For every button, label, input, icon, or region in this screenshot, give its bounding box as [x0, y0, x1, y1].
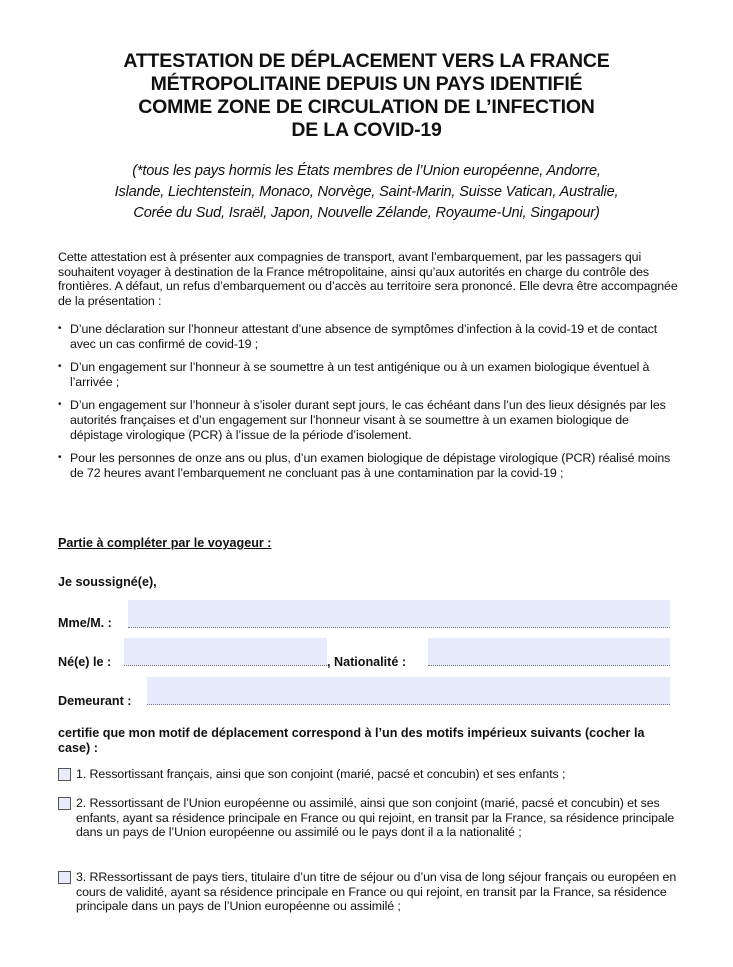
title-line: MÉTROPOLITAINE DEPUIS UN PAYS IDENTIFIÉ: [150, 73, 583, 95]
section-title: Partie à compléter par le voyageur :: [58, 536, 272, 550]
motive-option-1[interactable]: [58, 767, 678, 782]
document-subtitle: [55, 161, 678, 224]
option-label: 3. RRessortissant de pays tiers, titulaire d’un titre de séjour ou d’un visa de long séjour français ou européen en cours de validité, ayant sa résidence principale en France ou qui rejoint, en transit par la France, sa résidence principale dans un pays de l’Union européenne ou assimilé ;: [76, 870, 677, 914]
checkbox[interactable]: [58, 871, 71, 884]
nationality-label: , Nationalité :: [327, 655, 407, 669]
list-item: • Pour les personnes de onze ans ou plus, d’un examen biologique de dépistage virologique (PCR) réalisé moins de 72 heures avant l’embarquement ne concluant pas à une contamination par la covid-19 ;: [58, 451, 678, 480]
list-item: • D’un engagement sur l’honneur à se soumettre à un test antigénique ou à un examen biologique éventuel à l’arrivée ;: [58, 360, 678, 389]
title-line: ATTESTATION DE DÉPLACEMENT VERS LA FRANCE: [123, 50, 610, 72]
motive-option-2[interactable]: [58, 796, 678, 840]
birth-date-label: Né(e) le :: [58, 655, 112, 669]
list-item: • D’un engagement sur l’honneur à s’isoler durant sept jours, le cas échéant dans l’un des lieux désignés par les autorités françaises et d’un engagement sur l’honneur visant à se soumettre à un examen biologique de dépistage virologique (PCR) à l’issue de la période d’isolement.: [58, 398, 678, 442]
subtitle-line: (*tous les pays hormis les États membres de l’Union européenne, Andorre,: [132, 163, 601, 179]
list-item: • D’une déclaration sur l’honneur attestant d’une absence de symptômes d’infection à la covid-19 et de contact avec un cas confirmé de covid-19 ;: [58, 322, 678, 351]
name-label: Mme/M. :: [58, 616, 112, 630]
option-label: 1. Ressortissant français, ainsi que son conjoint (marié, pacsé et concubin) et ses enfants ;: [76, 767, 566, 781]
checkbox[interactable]: [58, 797, 71, 810]
subtitle-line: Islande, Liechtenstein, Monaco, Norvège, Saint-Marin, Suisse Vatican, Australie,: [114, 184, 619, 200]
option-label: 2. Ressortissant de l’Union européenne ou assimilé, ainsi que son conjoint (marié, pacsé et concubin) et ses enfants, ayant sa résidence principale en France ou qui rejoint, en transit par la France, sa résidence principale dans un pays de l’Union européenne ou assimilé ou le pays dont il a la nationalité ;: [76, 796, 675, 840]
requirements-list: [58, 322, 678, 489]
certification-statement: certifie que mon motif de déplacement correspond à l’un des motifs impérieux suivants (cocher la case) :: [58, 726, 645, 755]
name-input[interactable]: [128, 600, 670, 628]
nationality-input[interactable]: [428, 638, 670, 666]
title-line: DE LA COVID-19: [291, 119, 442, 141]
checkbox[interactable]: [58, 768, 71, 781]
birth-date-input[interactable]: [124, 638, 327, 666]
subtitle-line: Corée du Sud, Israël, Japon, Nouvelle Zélande, Royaume-Uni, Singapour): [133, 205, 600, 221]
intro-paragraph: Cette attestation est à présenter aux compagnies de transport, avant l’embarquement, par les passagers qui souhaitent voyager à destination de la France métropolitaine, ainsi qu’aux autorités en charge du contrôle des frontières. A défaut, un refus d’embarquement ou d’accès au territoire sera prononcé. Elle devra être accompagnée de la présentation :: [58, 250, 678, 308]
title-line: COMME ZONE DE CIRCULATION DE L’INFECTION: [138, 96, 595, 118]
address-input[interactable]: [147, 677, 670, 705]
soussigne-label: Je soussigné(e),: [58, 575, 157, 589]
document-title: [60, 50, 673, 142]
address-label: Demeurant :: [58, 694, 132, 708]
motive-option-3[interactable]: [58, 870, 678, 914]
